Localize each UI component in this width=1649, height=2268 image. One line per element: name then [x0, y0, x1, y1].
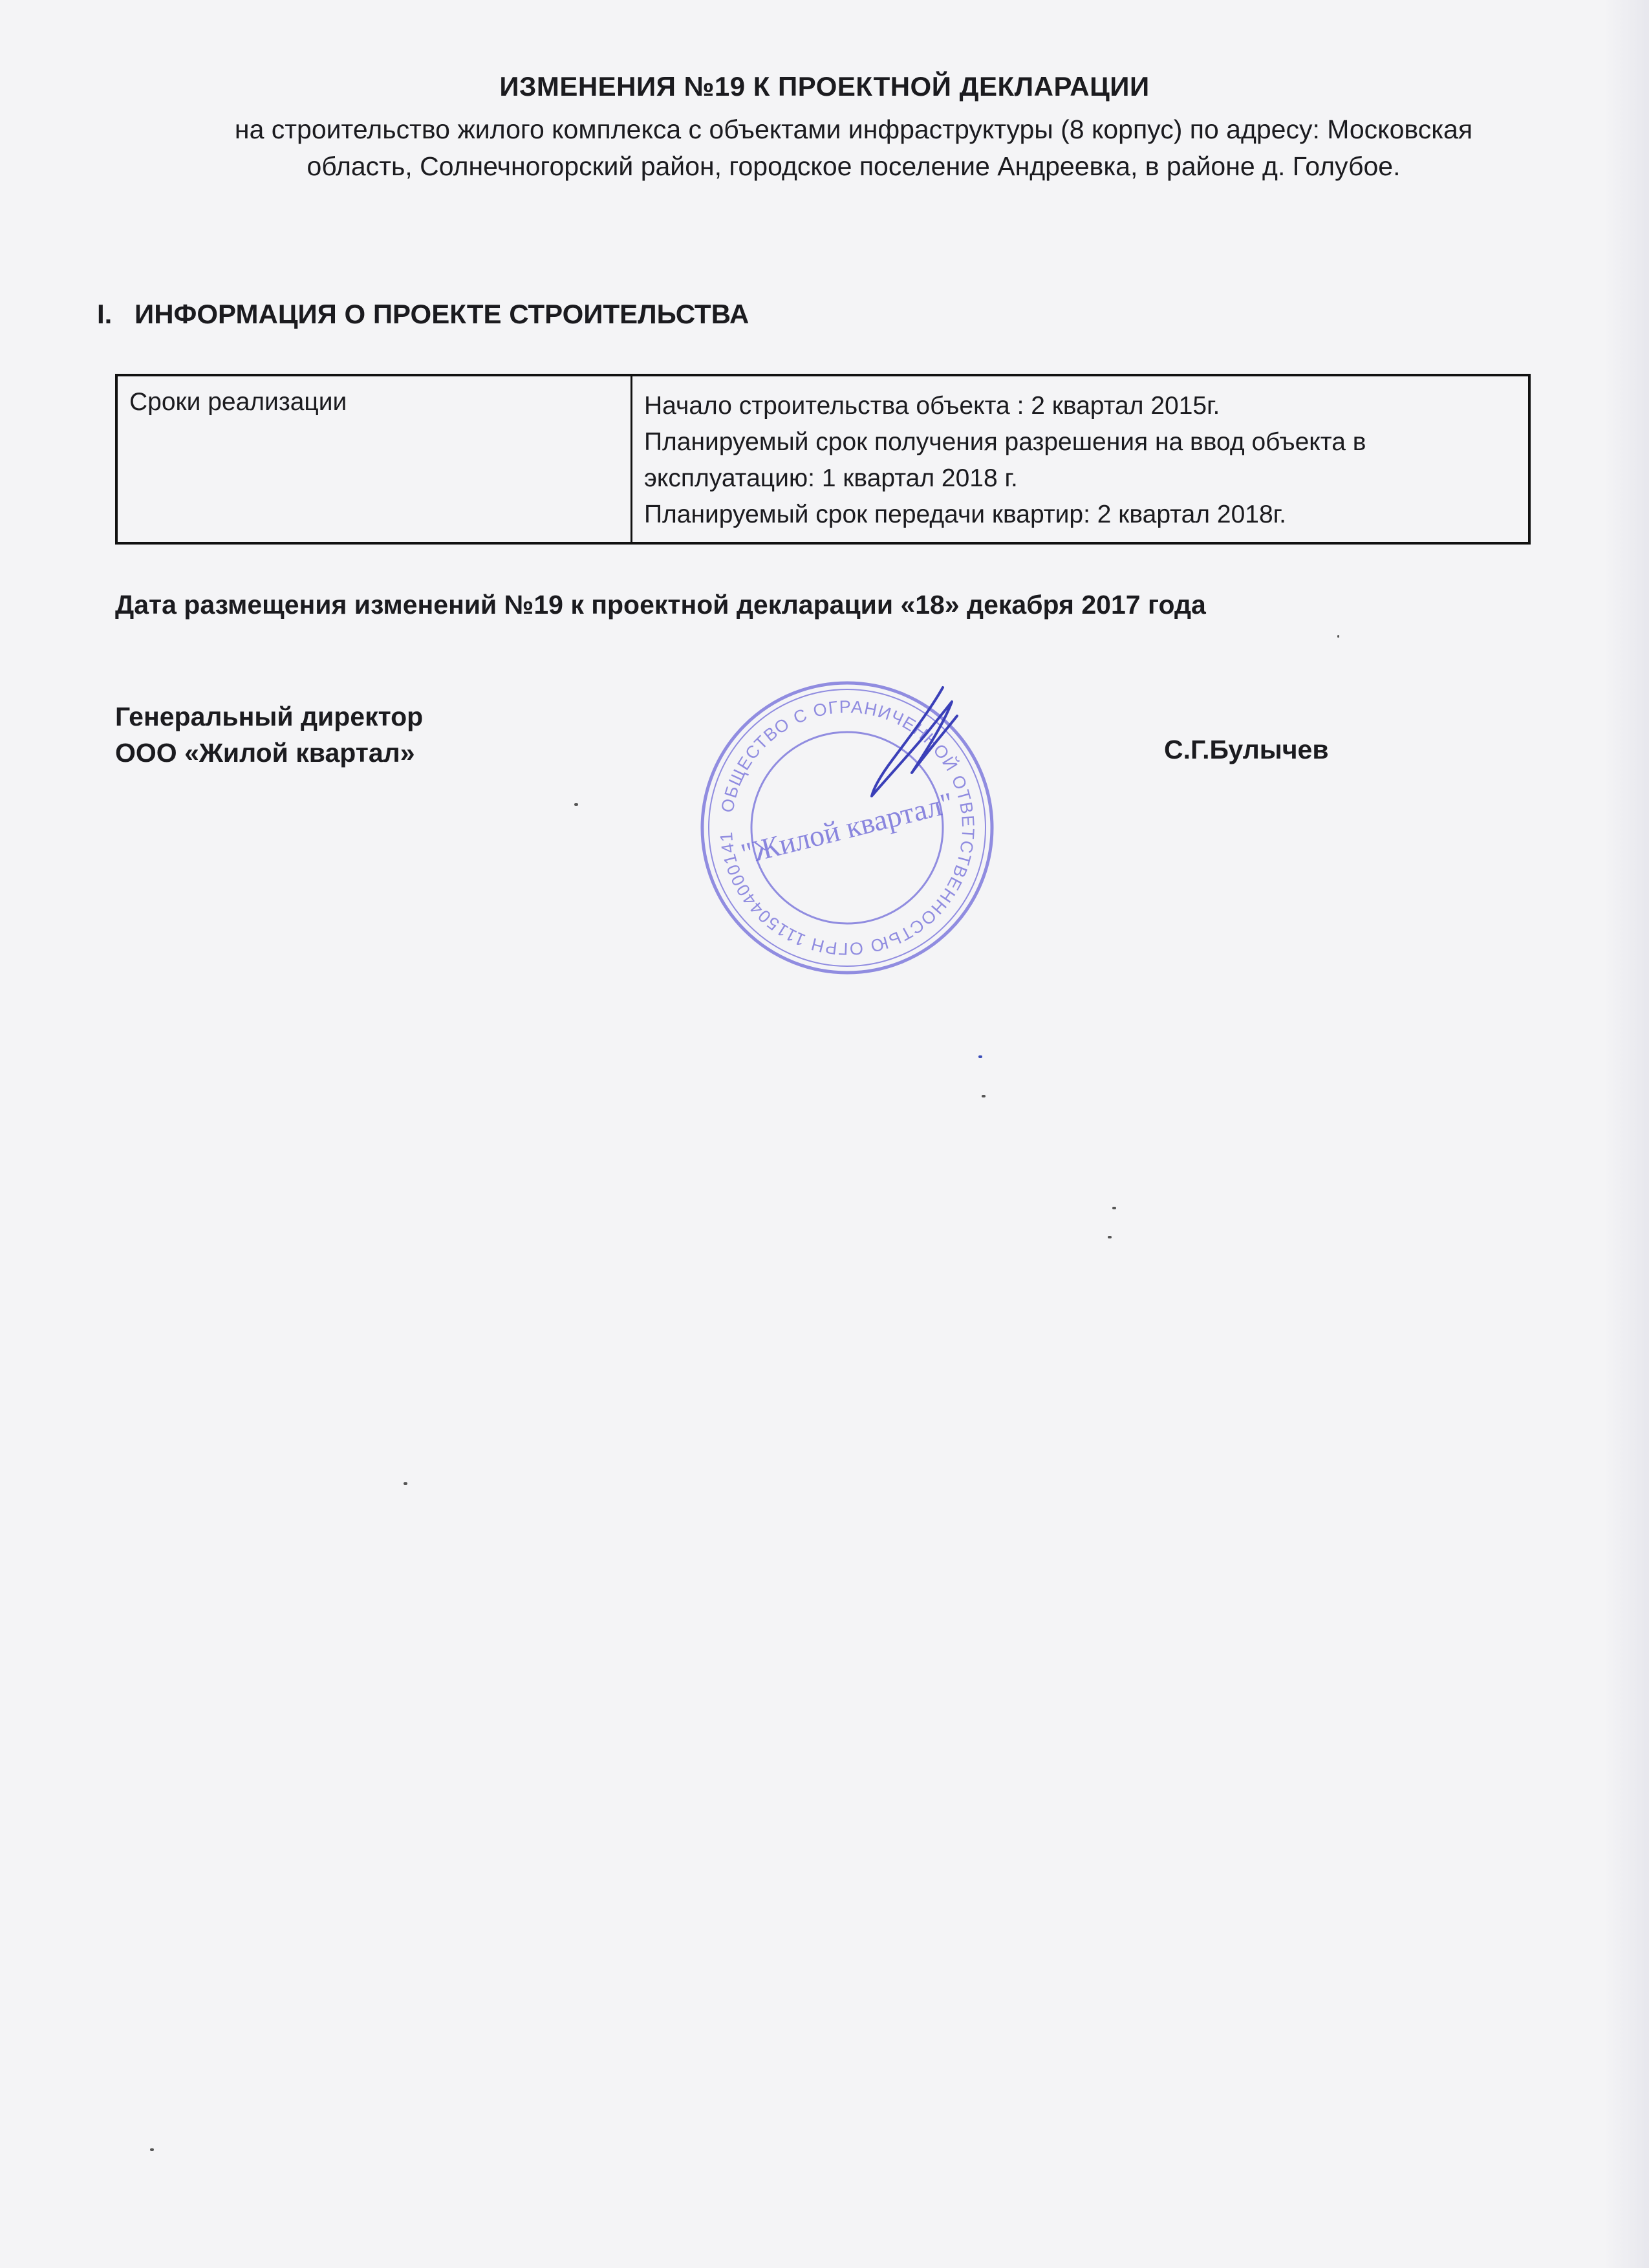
signer-position-line-1: Генеральный директор: [115, 702, 424, 731]
signer-position-line-2: ООО «Жилой квартал»: [115, 738, 415, 768]
table-line-construction-start: Начало строительства объекта : 2 квартал 2015г.: [644, 392, 1220, 420]
stamp-ring-text: ОБЩЕСТВО С ОГРАНИЧЕННОЙ ОТВЕТСТВЕННОСТЬЮ ОГРН 1115044000141: [716, 697, 978, 959]
scan-speck: [982, 1095, 986, 1097]
table-label-cell: [118, 376, 632, 542]
document-subtitle: [213, 111, 1494, 185]
signer-position: [115, 698, 423, 771]
table-line-permit-2: эксплуатацию: 1 квартал 2018 г.: [644, 464, 1018, 492]
scan-speck: [1337, 635, 1339, 638]
publication-date-line: Дата размещения изменений №19 к проектной декларации «18» декабря 2017 года: [115, 590, 1206, 620]
subtitle-line-2: область, Солнечногорский район, городское поселение Андреевка, в районе д. Голубое.: [307, 151, 1401, 181]
table-line-permit-1: Планируемый срок получения разрешения на ввод объекта в: [644, 428, 1366, 456]
section-heading: [97, 299, 749, 330]
stamp-center-text: "Жилой квартал": [737, 786, 957, 870]
handwritten-signature: [867, 682, 970, 805]
signer-name: С.Г.Булычев: [1164, 735, 1329, 764]
table-value-cell: [632, 376, 1528, 542]
page-edge-shadow: [1604, 0, 1649, 2268]
scan-speck: [978, 1055, 982, 1058]
table-line-handover: Планируемый срок передачи квартир: 2 квартал 2018г.: [644, 501, 1286, 528]
subtitle-line-1: на строительство жилого комплекса с объектами инфраструктуры (8 корпус) по адресу: Московская: [234, 114, 1473, 144]
project-info-table: [115, 374, 1531, 545]
table-label: Сроки реализации: [129, 388, 347, 416]
section-title: ИНФОРМАЦИЯ О ПРОЕКТЕ СТРОИТЕЛЬСТВА: [135, 299, 749, 329]
scan-speck: [1112, 1207, 1116, 1209]
scan-speck: [574, 803, 578, 806]
section-number: I.: [97, 299, 113, 329]
scan-speck: [1108, 1236, 1112, 1238]
scan-speck: [404, 1482, 407, 1485]
document-title: ИЗМЕНЕНИЯ №19 К ПРОЕКТНОЙ ДЕКЛАРАЦИИ: [499, 71, 1150, 102]
scan-speck: [150, 2148, 154, 2151]
